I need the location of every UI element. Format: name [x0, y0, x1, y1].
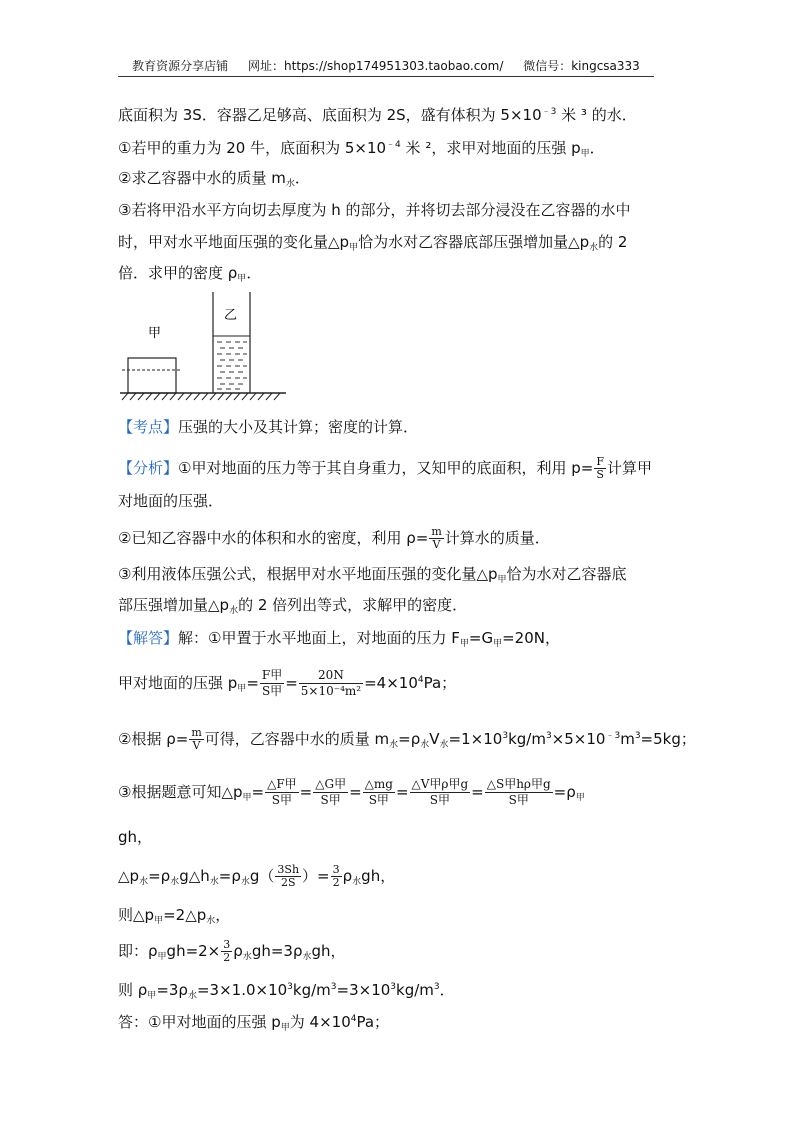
fraction-dmg: $\frac{\triangle mg}{\text{S甲}}$	[364, 777, 393, 807]
jieda-line-8: 即：$\rho_甲gh=2\times$ $\frac{3}{2}$ $\rho_水gh=3\rho_水gh$，	[118, 938, 346, 964]
question-line-5: 时，甲对水平地面压强的变化量$\triangle p_甲$恰为水对乙容器底部压强增加量$\triangle p_水$的 2	[118, 233, 628, 253]
container-figure	[118, 290, 288, 402]
page-header	[118, 56, 654, 77]
fenxi-line-4: ③利用液体压强公式，根据甲对水平地面压强的变化量$\triangle p_甲$恰为水对乙容器底	[118, 565, 627, 585]
fenxi-line-3: ②已知乙容器中水的体积和水的密度，利用 ρ= $\frac{m}{V}$ 计算水的质量．	[118, 525, 550, 551]
shop-url[interactable]: 网址：https://shop174951303.taobao.com/	[248, 59, 504, 73]
kaodian-line: 【考点】压强的大小及其计算；密度的计算．	[118, 418, 419, 436]
fraction-dg: $\frac{\text{△G甲}}{\text{S甲}}$	[315, 777, 347, 807]
fenxi-tag: 【分析】	[118, 459, 179, 477]
fraction-df: $\frac{\text{△F甲}}{\text{S甲}}$	[267, 777, 297, 807]
question-line-1: 底面积为 3S．容器乙足够高、底面积为 2S，盛有体积为 $5\times 10^{﹣3}$ 米 ³ 的水．	[118, 106, 637, 124]
formula-rho-fraction: $\frac{m}{V}$	[431, 525, 442, 551]
fraction-3sh-2s: $\frac{3Sh}{2S}$	[277, 863, 300, 889]
fraction-f-over-s: $\frac{\text{F甲}}{\text{S甲}}$	[261, 668, 283, 698]
water-pattern	[217, 342, 247, 389]
fraction-3-2-b: $\frac{3}{2}$	[223, 938, 231, 964]
jieda-line-1: 【解答】解：①甲置于水平地面上，对地面的压力 $F_甲=G_甲=20N$，	[118, 629, 560, 649]
block-jia	[128, 358, 176, 393]
shop-name: 教育资源分享店铺	[132, 59, 229, 73]
fenxi-line-1: 【分析】①甲对地面的压力等于其自身重力，又知甲的底面积，利用 p= $\frac{F}{S}$ 计算甲	[118, 455, 652, 481]
fraction-dv: $\frac{\text{△V甲ρ甲g}}{\text{S甲}}$	[411, 777, 469, 807]
ground-hatch	[122, 393, 280, 400]
label-yi: 乙	[224, 308, 238, 323]
fraction-3-2-a: $\frac{3}{2}$	[332, 863, 340, 889]
jieda-line-4: ③根据题意可知$\triangle p_甲=$ $\frac{\text{△F甲}}{\text{S甲}}$ = $\frac{\text{△G甲}}{\text{S甲}}$ = $\frac{\triangle mg}{\text{S甲}}$ = $\frac{\text{△V甲ρ甲g}}{\text{S甲}}$ = $\frac{\text{△S甲hρ甲g}}{\text{S甲}}$ $=\rho_甲$	[118, 777, 585, 807]
fenxi-line-2: 对地面的压强．	[118, 492, 224, 510]
jieda-line-2: 甲对地面的压强 $p_甲=$ $\frac{\text{F甲}}{\text{S甲}}$ = $\frac{20N}{\text{5×10⁻⁴m²}}$ $=4\times 10^4Pa$；	[118, 668, 457, 698]
jieda-line-10: 答：①甲对地面的压强 $p_甲$为 $4\times 10^4Pa$；	[118, 1013, 390, 1033]
question-line-2: ①若甲的重力为 20 牛，底面积为 $5\times 10^{﹣4}$ 米 ²，求甲对地面的压强 $p_甲$．	[118, 139, 605, 159]
wechat-id: 微信号：kingcsa333	[523, 59, 640, 73]
jieda-line-3: ②根据 ρ= $\frac{m}{V}$ 可得，乙容器中水的质量 $m_水=\rho_水V_水=1\times 10^3kg/m^3\times 5\times 10^{﹣3}m^3=5kg$；	[118, 726, 696, 752]
fraction-m-over-v: $\frac{m}{V}$	[191, 726, 202, 752]
question-line-6: 倍．求甲的密度 $\rho_甲$．	[118, 264, 262, 284]
jieda-tag: 【解答】	[118, 629, 179, 647]
fenxi-line-5: 部压强增加量$\triangle p_水$的 2 倍列出等式，求解甲的密度．	[118, 596, 468, 616]
kaodian-tag: 【考点】	[118, 418, 179, 436]
question-line-4: ③若将甲沿水平方向切去厚度为 h 的部分，并将切去部分浸没在乙容器的水中	[118, 201, 631, 219]
question-line-3: ②求乙容器中水的质量 $m_水$．	[118, 169, 310, 189]
fraction-ds: $\frac{\text{△S甲hρ甲g}}{\text{S甲}}$	[486, 777, 551, 807]
label-jia: 甲	[148, 326, 162, 341]
jieda-line-9: 则 $\rho_甲=3\rho_水=3\times 1.0\times 10^3kg/m^3=3\times 10^3kg/m^3$．	[118, 981, 455, 1001]
formula-p-fraction: $\frac{F}{S}$	[596, 455, 604, 481]
jieda-line-7: 则$\triangle p_甲=2\triangle p_水$，	[118, 906, 231, 926]
jieda-line-6: $\triangle p_水=\rho_水g\triangle h_水=\rho_水g$（ $\frac{3Sh}{2S}$ ）= $\frac{3}{2}$ $\rho_水gh$，	[118, 863, 396, 889]
fraction-20n: $\frac{20N}{\text{5×10⁻⁴m²}}$	[300, 668, 362, 698]
jieda-line-5: gh，	[118, 828, 153, 846]
